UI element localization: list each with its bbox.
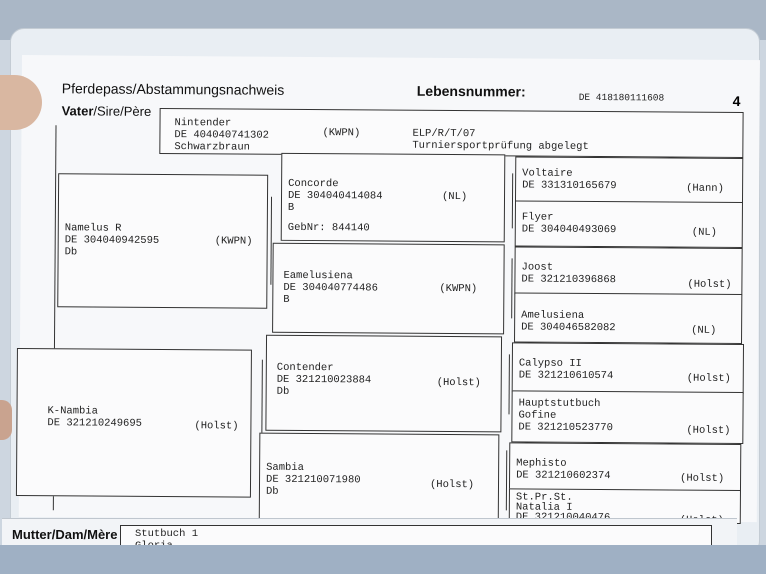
gen2-name: Namelus R [64,222,122,235]
gen4-box [515,200,743,248]
gen4-name: Joost [521,261,554,274]
gen4-box [512,342,744,394]
sire-label-main: Vater [61,103,94,119]
gen4-name: Mephisto [516,457,567,470]
pedigree-sheet [19,55,760,522]
gen4-breed: (Holst) [686,372,731,385]
connector-line [511,258,512,318]
gen4-name-2: Gofine [518,409,557,422]
gen3-name: Contender [276,361,334,375]
gen4-box [509,442,741,492]
gen2-number: DE 304040942595 [64,234,160,247]
gen3-box [272,243,505,335]
gen4-number: DE 321210610574 [518,369,614,383]
dam-label: Mutter/Dam/Mère [12,527,118,542]
gen4-name: Flyer [521,211,554,224]
gen4-box [511,390,743,444]
gen3-number: DE 304040774486 [283,281,378,295]
gen3-breed: (KWPN) [439,282,478,296]
gen3-name: Sambia [266,461,304,474]
gen4-box [514,246,742,296]
connector-line [512,173,513,228]
gen3-breed: (Holst) [436,376,481,390]
gen4-number: DE 304040493069 [521,223,617,237]
gen4-name: Voltaire [522,167,573,180]
gen4-number: DE 331310165679 [522,179,617,193]
sire-number: DE 404040741302 [174,129,269,142]
gen3-extra: B [287,201,295,214]
gen2-breed: (KWPN) [214,235,253,248]
gen3-extra2: GebNr: 844140 [287,221,370,235]
sire-note-1: ELP/R/T/07 [412,127,476,141]
sire-note-2: Turniersportprüfung abgelegt [412,139,589,153]
gen4-breed: (Holst) [686,424,731,437]
sire-label [62,103,152,119]
gen4-box [514,292,742,344]
gen3-box [281,153,506,243]
sire-label-rest: /Sire/Père [93,103,152,119]
gen4-name: Calypso II [518,357,582,370]
gen3-name: Eamelusiena [283,269,353,283]
life-number: DE 418180111608 [578,91,665,104]
sire-sire-box [57,173,268,308]
gen4-breed: (Holst) [680,472,725,485]
gen4-name: Hauptstutbuch [518,397,601,411]
sire-color: Schwarzbraun [174,141,251,154]
gen3-extra: Db [276,385,290,398]
gen2-breed: (Holst) [194,420,239,433]
gen3-breed: (Holst) [429,478,475,492]
gen4-breed: (NL) [691,324,717,337]
gen4-breed: (Holst) [687,278,732,291]
gen2-name: K-Nambia [47,405,98,418]
sire-name: Nintender [174,117,232,130]
gen3-box [259,433,500,523]
gen4-name: Amelusiena [521,309,585,322]
gen2-extra: Db [64,246,78,259]
gen3-number: DE 321210071980 [265,473,361,487]
connector-line [509,354,510,414]
dam-line-1: Stutbuch 1 [135,528,199,540]
document-title: Pferdepass/Abstammungsnachweis [61,80,285,98]
gen3-extra: B [283,293,290,306]
gen4-breed: (NL) [691,226,718,239]
gen3-breed: (NL) [441,190,468,204]
gen4-number: DE 304046582082 [521,321,616,335]
gen4-name: St.Pr.St. [515,491,573,504]
gen3-number: DE 304040414084 [287,189,383,203]
gen4-number: DE 321210523770 [518,421,613,435]
life-number-label: Lebensnummer: [416,82,526,100]
thumb-lower [0,400,12,440]
gen3-box [265,335,502,433]
gen3-number: DE 321210023884 [276,373,372,387]
background-bottom [0,545,766,574]
gen2-number: DE 321210249695 [47,417,142,430]
gen4-breed: (Hann) [686,182,724,195]
gen4-number: DE 321210602374 [516,469,611,483]
sire-box [159,108,743,158]
sire-breed: (KWPN) [322,127,361,140]
connector-line [506,450,507,510]
gen3-name: Concorde [288,177,339,191]
gen3-extra: Db [265,485,279,498]
gen4-box [515,156,743,204]
gen4-number: DE 321210396868 [521,273,617,287]
sire-dam-box [16,348,252,498]
page-number: 4 [732,92,741,110]
gen4-name-2: Natalia I [515,501,573,514]
